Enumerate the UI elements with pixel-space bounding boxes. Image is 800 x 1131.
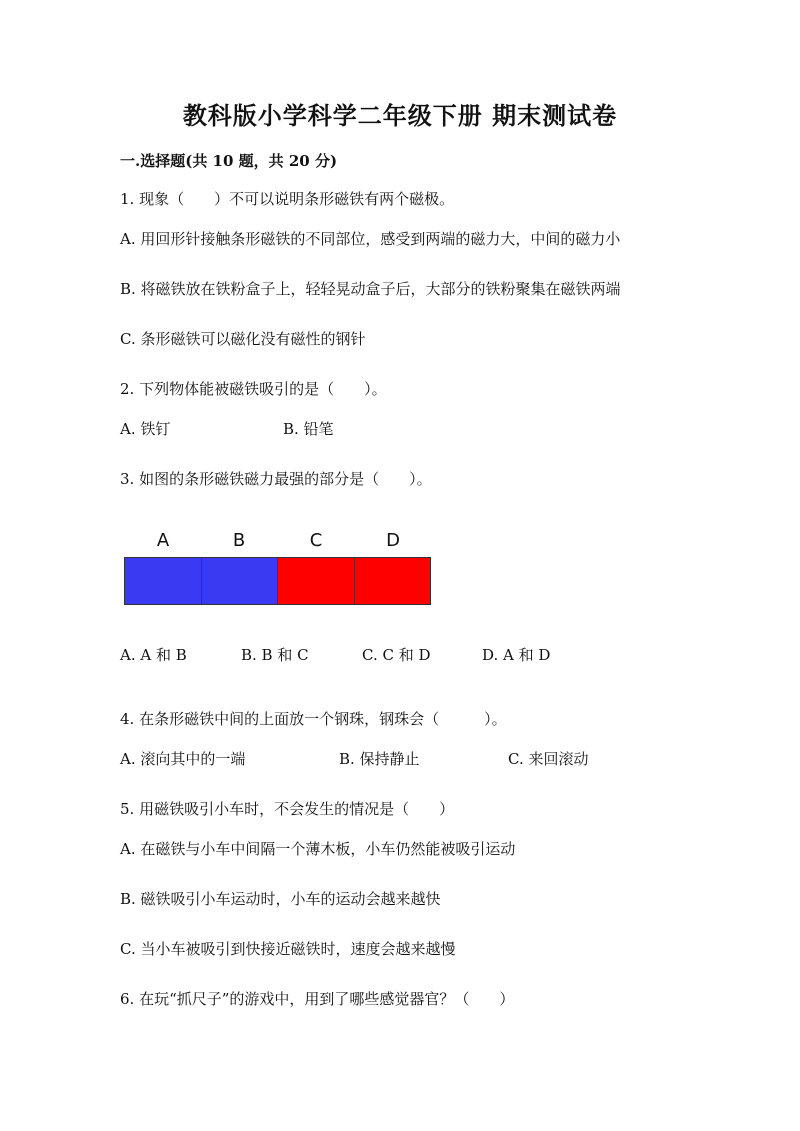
magnet-segment-b: [202, 558, 279, 604]
question-1-stem: 1. 现象（ ）不可以说明条形磁铁有两个磁极。: [120, 190, 455, 208]
question-4-stem: 4. 在条形磁铁中间的上面放一个钢珠，钢珠会（ ）。: [120, 710, 507, 728]
question-6-stem: 6. 在玩“抓尺子”的游戏中，用到了哪些感觉器官？（ ）: [120, 990, 515, 1008]
question-1-option-a: A. 用回形针接触条形磁铁的不同部位，感受到两端的磁力大，中间的磁力小: [120, 230, 621, 248]
magnet-label-c: C: [309, 530, 323, 551]
question-3-stem: 3. 如图的条形磁铁磁力最强的部分是（ ）。: [120, 470, 432, 488]
question-2-option-a: A. 铁钉: [120, 420, 171, 438]
magnet-segment-c: [278, 558, 355, 604]
question-3-option-d: D. A 和 D: [482, 646, 551, 664]
question-1-option-b: B. 将磁铁放在铁粉盒子上，轻轻晃动盒子后，大部分的铁粉聚集在磁铁两端: [120, 280, 621, 298]
question-3-option-a: A. A 和 B: [120, 646, 187, 664]
bar-magnet: [124, 557, 431, 605]
question-3-option-c: C. C 和 D: [362, 646, 431, 664]
question-3-option-b: B. B 和 C: [241, 646, 309, 664]
question-4-option-b: B. 保持静止: [339, 750, 420, 768]
magnet-label-a: A: [156, 530, 170, 551]
magnet-segment-a: [125, 558, 202, 604]
section-heading: 一.选择题(共 10 题，共 20 分): [120, 152, 338, 170]
page-title: 教科版小学科学二年级下册 期末测试卷: [182, 101, 618, 130]
magnet-label-d: D: [386, 530, 400, 551]
question-4-option-a: A. 滚向其中的一端: [120, 750, 246, 768]
question-5-stem: 5. 用磁铁吸引小车时，不会发生的情况是（ ）: [120, 800, 455, 818]
question-5-option-a: A. 在磁铁与小车中间隔一个薄木板，小车仍然能被吸引运动: [120, 840, 516, 858]
question-5-option-b: B. 磁铁吸引小车运动时，小车的运动会越来越快: [120, 890, 441, 908]
question-2-option-b: B. 铅笔: [283, 420, 334, 438]
question-5-option-c: C. 当小车被吸引到快接近磁铁时，速度会越来越慢: [120, 940, 456, 958]
question-4-option-c: C. 来回滚动: [508, 750, 589, 768]
question-1-option-c: C. 条形磁铁可以磁化没有磁性的钢针: [120, 330, 366, 348]
magnet-label-b: B: [232, 530, 246, 551]
magnet-segment-d: [355, 558, 431, 604]
question-2-stem: 2. 下列物体能被磁铁吸引的是（ ）。: [120, 380, 387, 398]
